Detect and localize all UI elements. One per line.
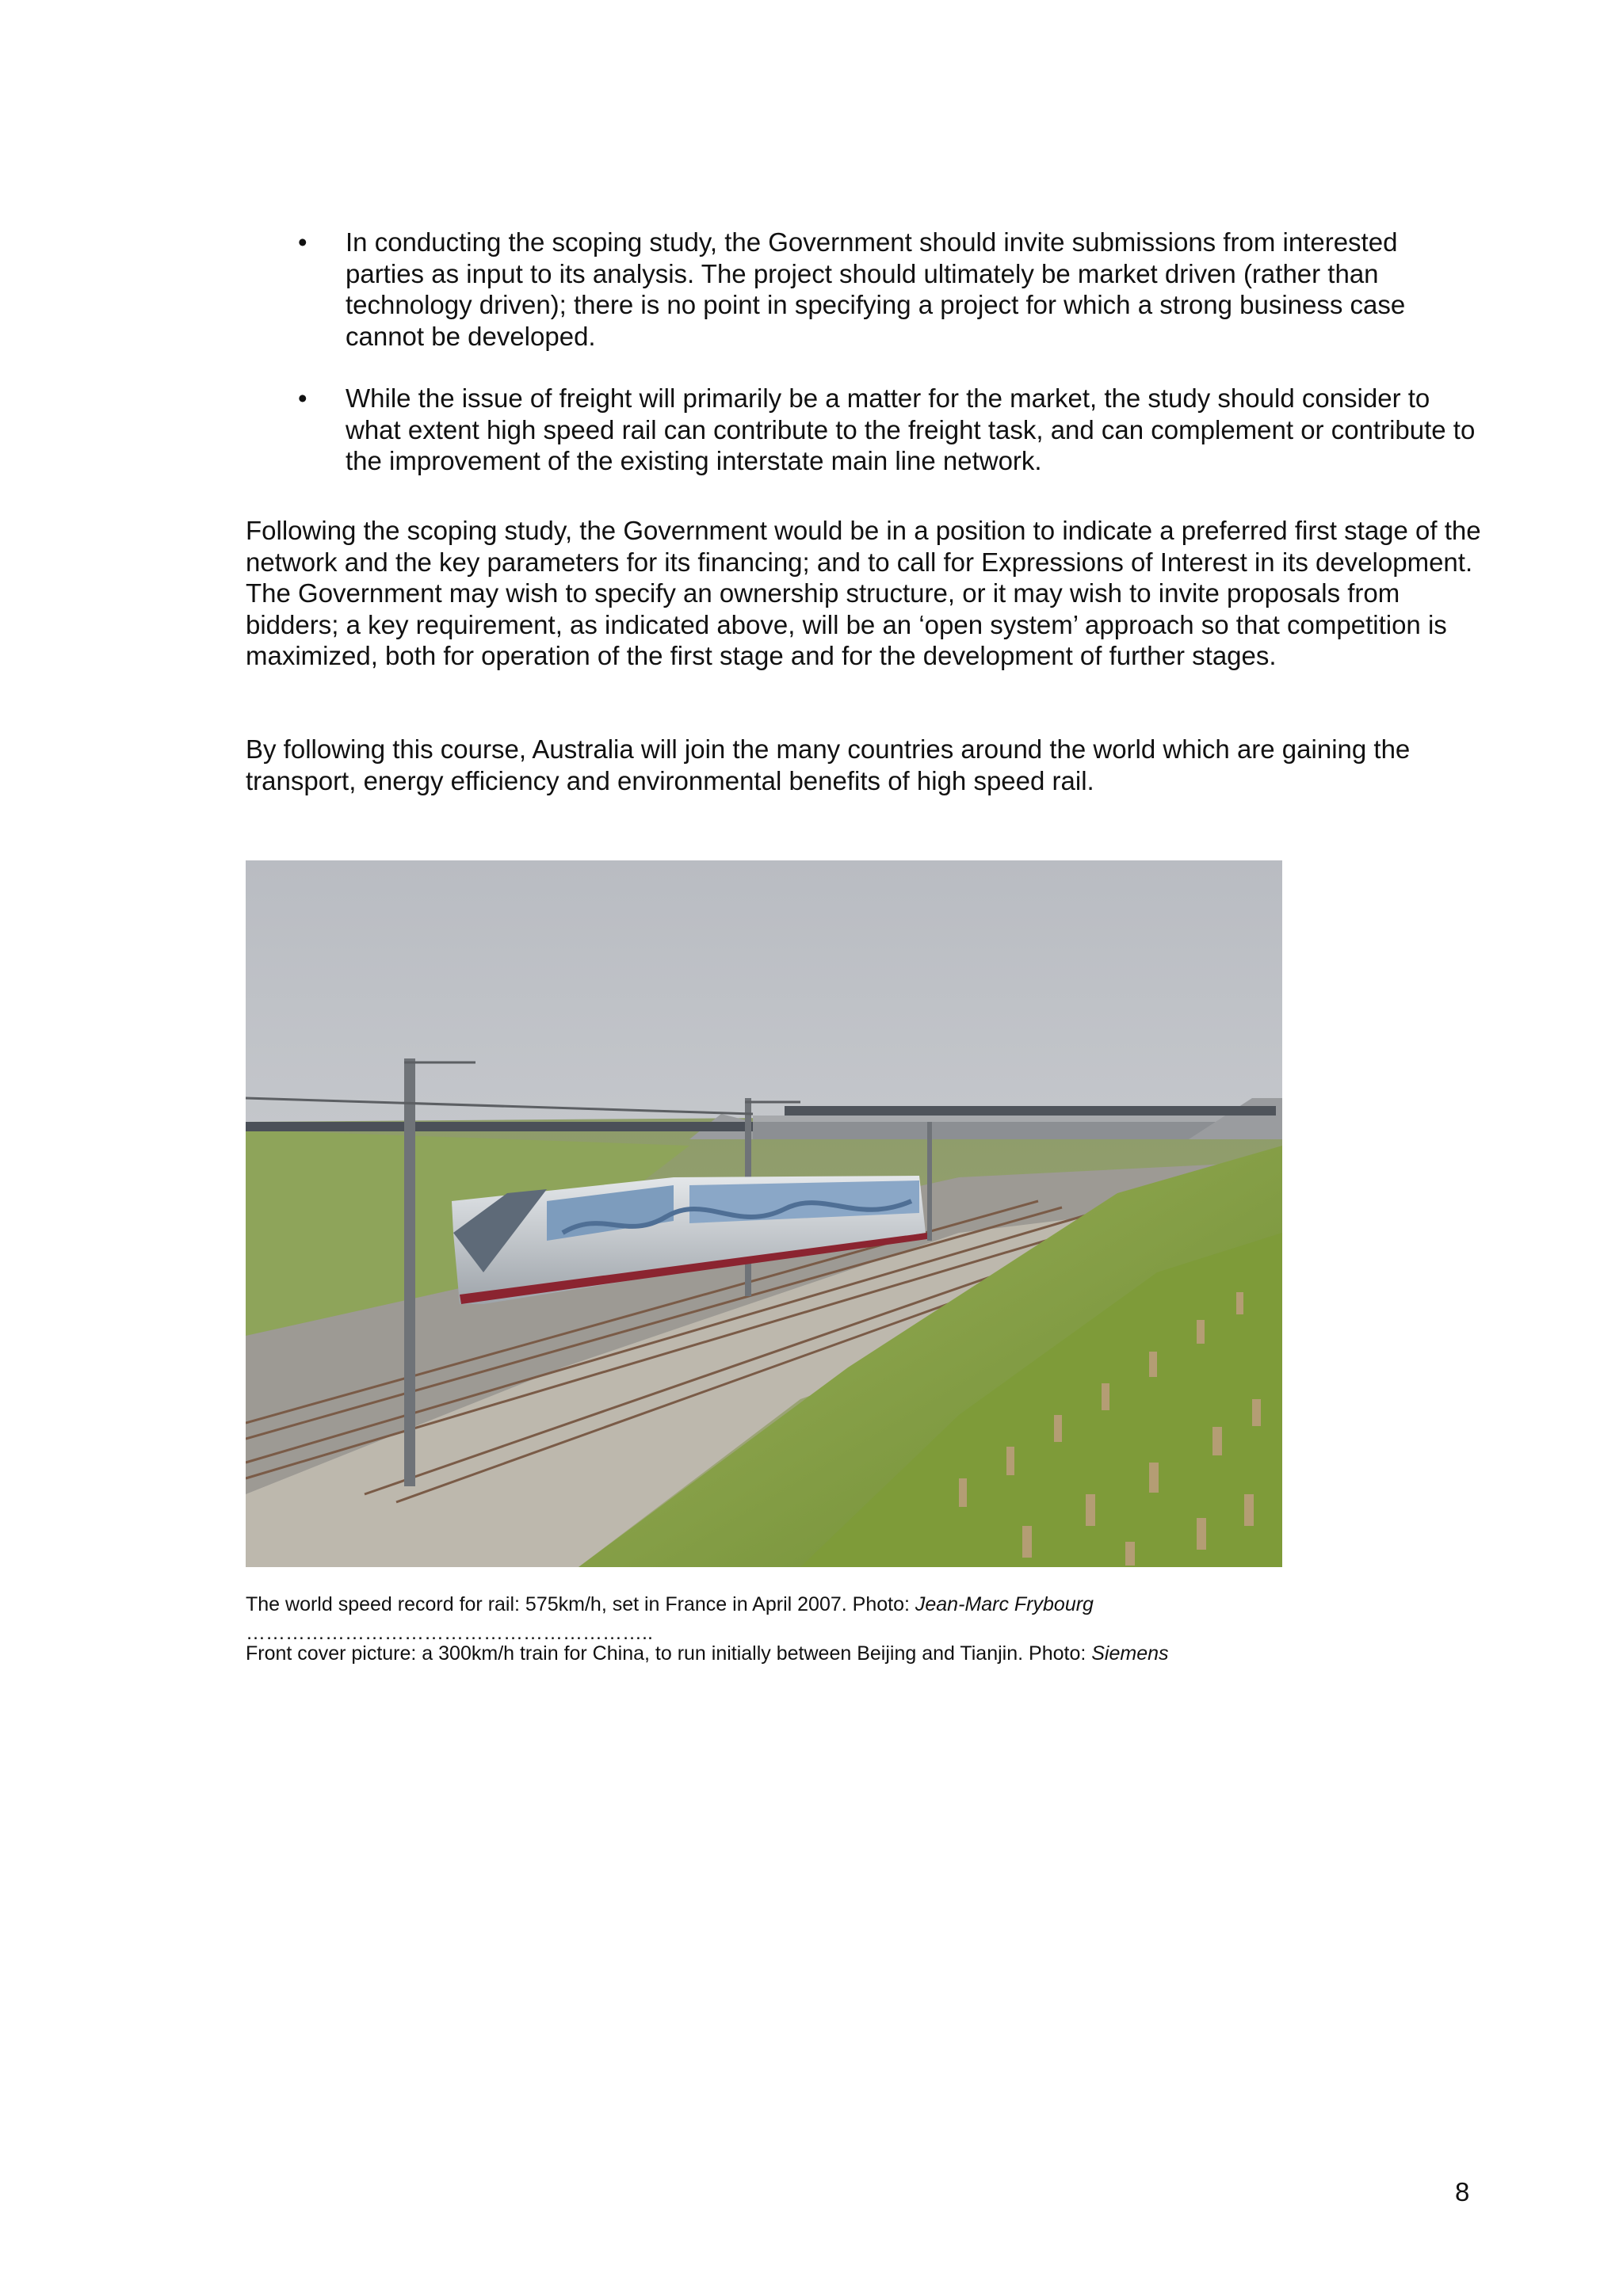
caption-text: Front cover picture: a 300km/h train for China, to run initially between Beijing and Tianjin. Photo: <box>246 1642 1092 1665</box>
cover-caption <box>246 1642 1169 1665</box>
bullet-icon: • <box>298 383 307 413</box>
photo-credit: Siemens <box>1091 1642 1169 1665</box>
body-paragraph: By following this course, Australia will join the many countries around the world which are gaining the transport, energy efficiency and environmental benefits of high speed rail. <box>246 734 1411 795</box>
train-photo <box>246 860 1282 1567</box>
bullet-icon: • <box>298 227 307 257</box>
page-number: 8 <box>1455 2177 1470 2206</box>
bullet-text: In conducting the scoping study, the Government should invite submissions from interested parties as input to its analysis. The project should ultimately be market driven (rather than technology driven); there is no point in specifying a project for which a strong business case cannot be developed. <box>346 227 1406 351</box>
caption-separator: …………………………………………………….. <box>246 1622 653 1644</box>
bullet-text: While the issue of freight will primarily be a matter for the market, the study should consider to what extent high speed rail can contribute to the freight task, and can complement or contribute to the improvement of the existing interstate main line network. <box>346 383 1476 475</box>
recommendation-list <box>246 227 1482 508</box>
list-item <box>246 383 1482 477</box>
caption-text: The world speed record for rail: 575km/h, set in France in April 2007. Photo: <box>246 1593 915 1615</box>
photo-caption <box>246 1592 1094 1616</box>
body-paragraph: Following the scoping study, the Government would be in a position to indicate a preferred first stage of the network and the key parameters for its financing; and to call for Expressions of Interest in its development. The Government may wish to specify an ownership structure, or it may wish to invite proposals from bidders; a key requirement, as indicated above, will be an ‘open system’ approach so that competition is maximized, both for operation of the first stage and for the development of further stages. <box>246 516 1481 670</box>
list-item <box>246 227 1482 352</box>
photo-credit: Jean-Marc Frybourg <box>915 1593 1094 1615</box>
